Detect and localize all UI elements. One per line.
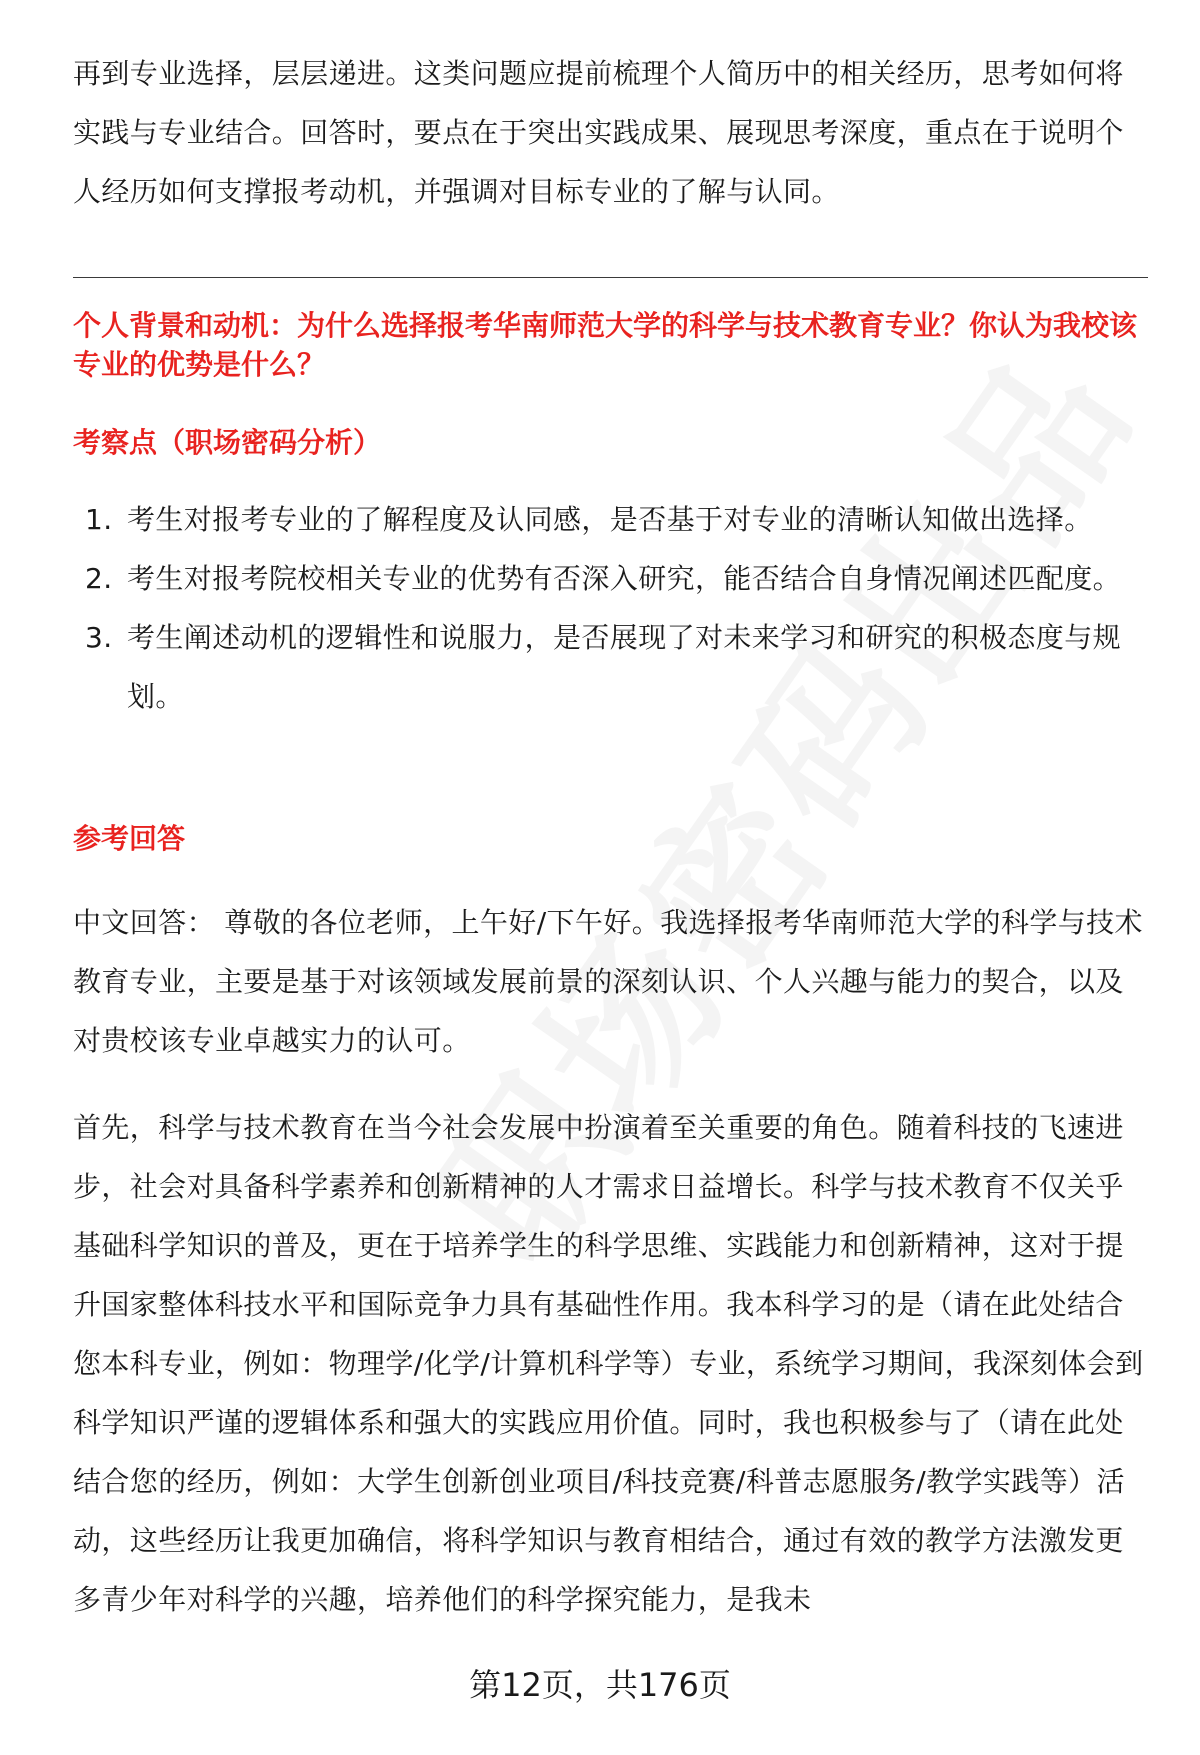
section-divider [73, 277, 1148, 278]
list-item-number: 2. [85, 562, 113, 595]
list-item [73, 608, 1148, 726]
list-item-number: 1. [85, 503, 113, 536]
list-item [73, 549, 1148, 608]
list-item [73, 490, 1148, 549]
reference-answer-heading: 参考回答 [73, 822, 186, 855]
list-item-text: 考生对报考专业的了解程度及认同感，是否基于对专业的清晰认知做出选择。 [127, 503, 1093, 536]
question-title: 个人背景和动机：为什么选择报考华南师范大学的科学与技术教育专业？你认为我校该专业的优势是什么？ [73, 309, 1138, 381]
list-item-text: 考生对报考院校相关专业的优势有否深入研究，能否结合自身情况阐述匹配度。 [127, 562, 1122, 595]
intro-paragraph: 再到专业选择，层层递进。这类问题应提前梳理个人简历中的相关经历，思考如何将实践与专业结合。回答时，要点在于突出实践成果、展现思考深度，重点在于说明个人经历如何支撑报考动机，并强调对目标专业的了解与认同。 [73, 57, 1124, 208]
list-item-number: 3. [85, 621, 113, 654]
list-item-text: 考生阐述动机的逻辑性和说服力，是否展现了对未来学习和研究的积极态度与规划。 [127, 621, 1122, 713]
exam-points-list [73, 490, 1148, 726]
exam-points-heading: 考察点（职场密码分析） [73, 426, 382, 459]
page-number-footer: 第12页，共176页 [469, 1666, 731, 1704]
answer-paragraph-2: 首先，科学与技术教育在当今社会发展中扮演着至关重要的角色。随着科技的飞速进步，社会对具备科学素养和创新精神的人才需求日益增长。科学与技术教育不仅关乎基础科学知识的普及，更在于培养学生的科学思维、实践能力和创新精神，这对于提升国家整体科技水平和国际竞争力具有基础性作用。我本科学习的是（请在此处结合您本科专业，例如：物理学/化学/计算机科学等）专业，系统学习期间，我深刻体会到科学知识严谨的逻辑体系和强大的实践应用价值。同时，我也积极参与了（请在此处结合您的经历，例如：大学生创新创业项目/科技竞赛/科普志愿服务/教学实践等）活动，这些经历让我更加确信，将科学知识与教育相结合，通过有效的教学方法激发更多青少年对科学的兴趣，培养他们的科学探究能力，是我未 [73, 1111, 1144, 1616]
answer-paragraph-1: 中文回答： 尊敬的各位老师，上午好/下午好。我选择报考华南师范大学的科学与技术教育专业，主要是基于对该领域发展前景的深刻认识、个人兴趣与能力的契合，以及对贵校该专业卓越实力的认可。 [73, 906, 1143, 1057]
